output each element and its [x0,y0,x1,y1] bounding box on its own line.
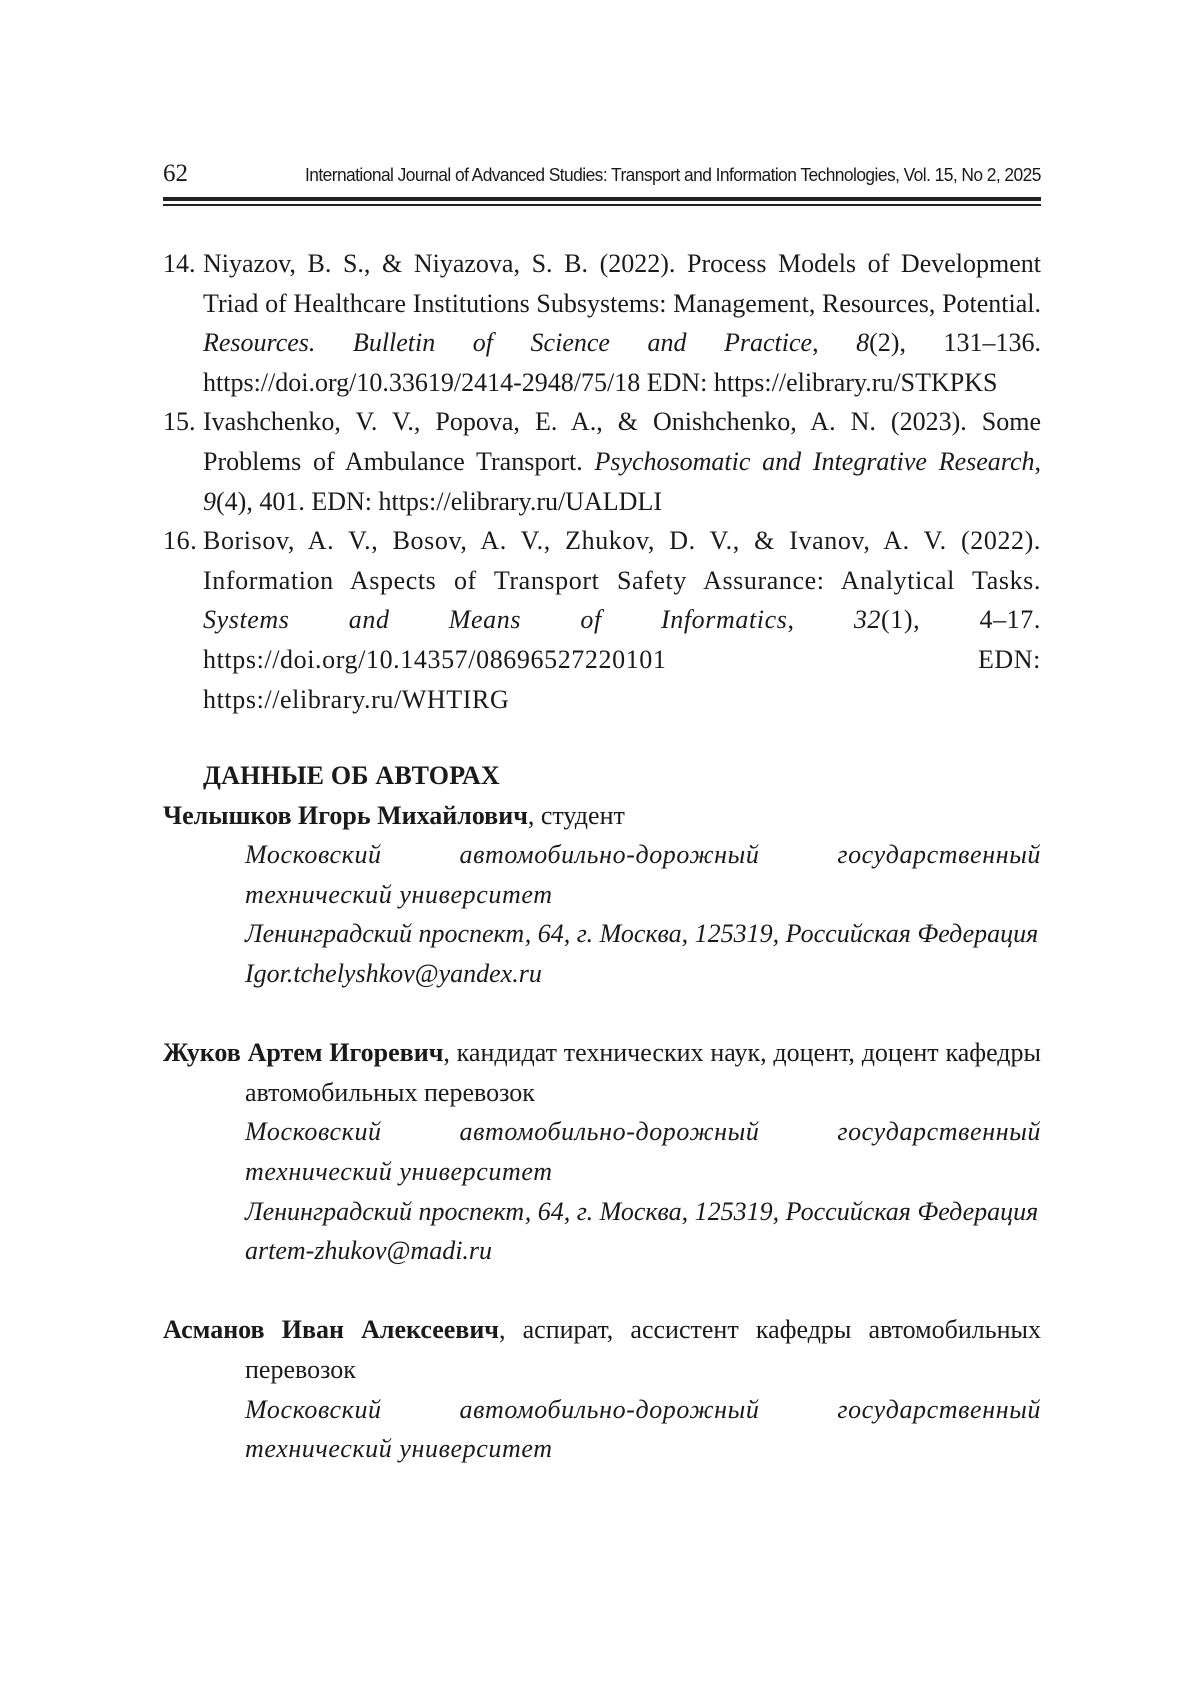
reference-authors-title: Niyazov, B. S., & Niyazova, S. B. (2022). Process Models of Development Triad of Healthcare Institutions Subsystems: Management, Resources, Potential. [203,249,1041,318]
reference-separator: , [812,328,857,358]
author-role: , кандидат технических наук, доцент, доцент кафедры автомобильных перевозок [245,1038,1041,1107]
author-address: Ленинградский проспект, 64, г. Москва, 125319, Российская Федерация [245,1196,1039,1226]
author-name: Асманов Иван Алексеевич [163,1315,499,1345]
reference-authors-title: Ivashchenko, V. V., Popova, E. A., & Onishchenko, A. N. (2023). Some Problems of Ambulance Transport. [203,407,1041,476]
author-heading [163,1033,1041,1112]
author-name: Жуков Артем Игоревич [163,1038,444,1068]
page-header [163,158,1041,192]
reference-volume: 9 [203,486,216,516]
author-address: Ленинградский проспект, 64, г. Москва, 125319, Российская Федерация [245,919,1039,949]
author-organization: Московский автомобильно-дорожный государственный технический университет [245,1394,1041,1464]
authors-section [163,756,1041,1508]
author-organization: Московский автомобильно-дорожный государственный технический университет [245,840,1041,909]
author-role: , студент [527,800,625,830]
reference-authors-title: Borisov, A. V., Bosov, A. V., Zhukov, D. V., & Ivanov, A. V. (2022). Information Aspects of Transport Safety Assurance: Analytical Tasks. [203,526,1041,595]
reference-separator: , [1034,446,1041,476]
page-number: 62 [163,160,188,187]
author-entry [163,1310,1041,1468]
reference-item [163,402,1041,521]
reference-journal: Systems and Means of Informatics [203,605,788,635]
header-rule-thick [163,197,1041,201]
author-entry [163,796,1041,994]
reference-item [163,244,1041,402]
author-entry [163,1033,1041,1271]
reference-details: (4), 401. EDN: https://elibrary.ru/UALDLI [216,486,662,516]
reference-text [203,521,1041,719]
reference-journal: Resources. Bulletin of Science and Practice [203,328,813,358]
reference-volume: 32 [853,605,882,635]
reference-number: 16. [163,526,198,556]
reference-list [163,244,1041,719]
reference-text [203,244,1041,402]
reference-details: (2), 131–136. https://doi.org/10.33619/2414-2948/75/18 EDN: https://elibrary.ru/STKPKS [203,328,1041,397]
section-title: ДАННЫЕ ОБ АВТОРАХ [203,761,500,790]
reference-number: 15. [163,407,196,437]
reference-details: (1), 4–17. https://doi.org/10.14357/08696527220101 EDN: https://elibrary.ru/WHTIRG [203,605,1041,714]
reference-text [203,402,1041,521]
reference-number: 14. [163,249,196,278]
reference-journal: Psychosomatic and Integrative Research [594,446,1035,476]
running-title: International Journal of Advanced Studies: Transport and Information Technologies, Vol. 15, No 2, 2025 [305,164,1041,185]
reference-volume: 8 [856,328,870,358]
header-rule-thin [163,204,1041,206]
reference-item [163,521,1041,719]
author-organization: Московский автомобильно-дорожный государственный технический университет [245,1117,1041,1186]
author-heading [163,796,1041,836]
author-role: , аспират, ассистент кафедры автомобильных перевозок [245,1315,1041,1384]
author-email: artem-zhukov@madi.ru [245,1236,493,1266]
reference-separator: , [787,605,854,635]
author-heading [163,1310,1041,1389]
author-name: Челышков Игорь Михайлович [163,800,528,830]
author-email: Igor.tchelyshkov@yandex.ru [245,958,542,988]
